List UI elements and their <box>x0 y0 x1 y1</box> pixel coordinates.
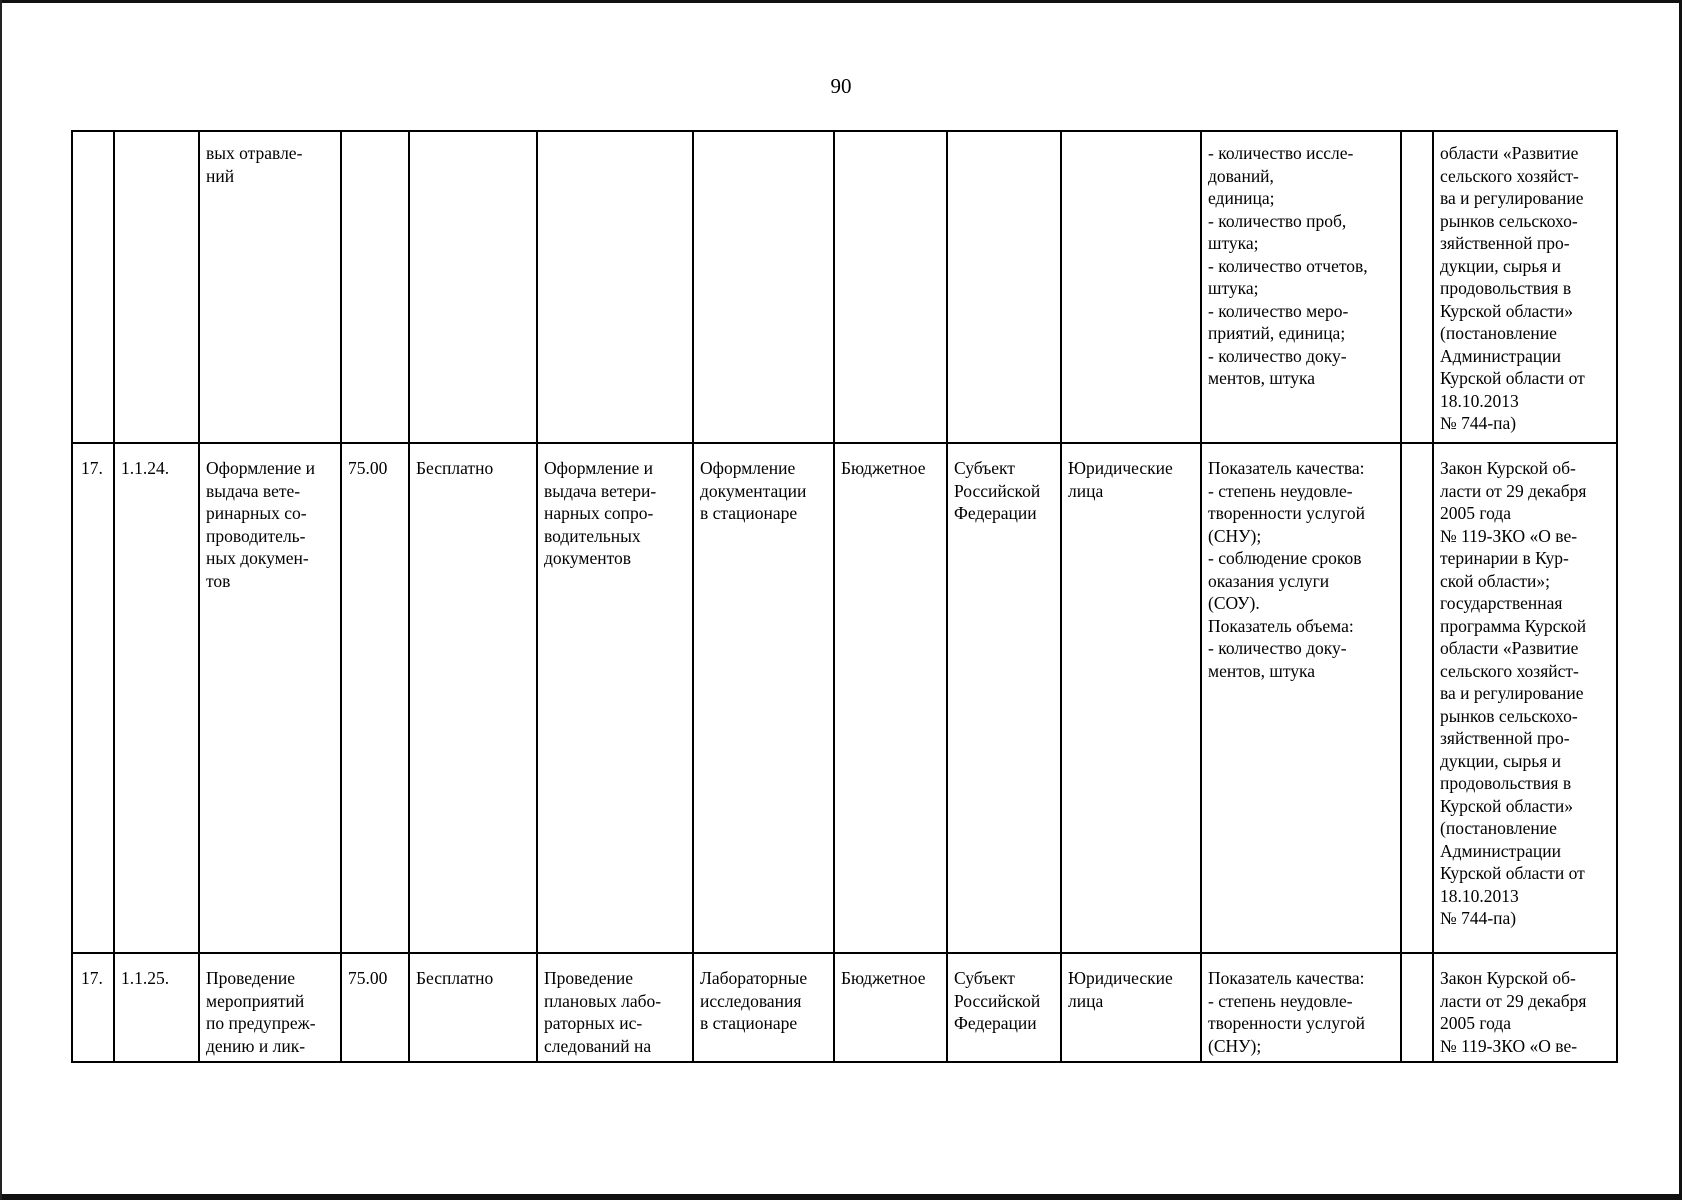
cell-institution-type <box>834 131 947 443</box>
cell-legal-basis: Закон Курской об- ласти от 29 декабря 2005 года № 119-ЗКО «О ве- <box>1433 953 1617 1062</box>
cell-code <box>114 131 199 443</box>
cell-indicators: Показатель качества: - степень неудовле- творенности услугой (СНУ); <box>1201 953 1401 1062</box>
cell-level <box>947 131 1061 443</box>
cell-number: 17. <box>72 443 114 953</box>
cell-price <box>341 131 409 443</box>
cell-legal-basis: Закон Курской об- ласти от 29 декабря 2005 года № 119-ЗКО «О ве- теринарии в Кур- ской области»; государственная программа Курской области «Развитие сельского хозяйст- ва и регулирование рынков сельскохо- зяйственной про- дукции, сырья и продовольствия в Курской области» (постановление Администрации Курской области от 18.10.2013 № 744-па) <box>1433 443 1617 953</box>
cell-code: 1.1.25. <box>114 953 199 1062</box>
cell-payment: Бесплатно <box>409 953 537 1062</box>
cell-consumers: Юридические лица <box>1061 953 1201 1062</box>
cell-number <box>72 131 114 443</box>
cell-payment: Бесплатно <box>409 443 537 953</box>
scan-border-left <box>0 0 2 1200</box>
cell-form: Оформление документации в стационаре <box>693 443 834 953</box>
cell-indicators: Показатель качества: - степень неудовле- творенности услугой (СНУ); - соблюдение сроков оказания услуги (СОУ). Показатель объема: - количество доку- ментов, штука <box>1201 443 1401 953</box>
cell-price: 75.00 <box>341 953 409 1062</box>
cell-blank <box>1401 131 1433 443</box>
services-table <box>71 130 1618 1063</box>
table-row <box>72 443 1617 953</box>
cell-content <box>537 131 693 443</box>
cell-level: Субъект Российской Федерации <box>947 443 1061 953</box>
cell-payment <box>409 131 537 443</box>
cell-number: 17. <box>72 953 114 1062</box>
scan-border-bottom <box>0 1194 1682 1200</box>
cell-service-name: Оформление и выдача вете- ринарных со- проводитель- ных докумен- тов <box>199 443 341 953</box>
cell-price: 75.00 <box>341 443 409 953</box>
cell-blank <box>1401 953 1433 1062</box>
cell-institution-type: Бюджетное <box>834 953 947 1062</box>
cell-form <box>693 131 834 443</box>
cell-content: Оформление и выдача ветери- нарных сопро- водительных документов <box>537 443 693 953</box>
cell-code: 1.1.24. <box>114 443 199 953</box>
cell-blank <box>1401 443 1433 953</box>
cell-consumers: Юридические лица <box>1061 443 1201 953</box>
cell-institution-type: Бюджетное <box>834 443 947 953</box>
page-number: 90 <box>830 74 852 98</box>
cell-legal-basis: области «Развитие сельского хозяйст- ва и регулирование рынков сельскохо- зяйственной про- дукции, сырья и продовольствия в Курской области» (постановление Администрации Курской области от 18.10.2013 № 744-па) <box>1433 131 1617 443</box>
cell-form: Лабораторные исследования в стационаре <box>693 953 834 1062</box>
cell-service-name: Проведение мероприятий по предупреж- дению и лик- <box>199 953 341 1062</box>
cell-indicators: - количество иссле- дований, единица; - количество проб, штука; - количество отчетов, штука; - количество меро- приятий, единица; - количество доку- ментов, штука <box>1201 131 1401 443</box>
scan-border-top <box>0 0 1682 3</box>
cell-content: Проведение плановых лабо- раторных ис- следований на <box>537 953 693 1062</box>
table-row <box>72 131 1617 443</box>
table-row <box>72 953 1617 1062</box>
cell-level: Субъект Российской Федерации <box>947 953 1061 1062</box>
cell-consumers <box>1061 131 1201 443</box>
cell-service-name: вых отравле- ний <box>199 131 341 443</box>
